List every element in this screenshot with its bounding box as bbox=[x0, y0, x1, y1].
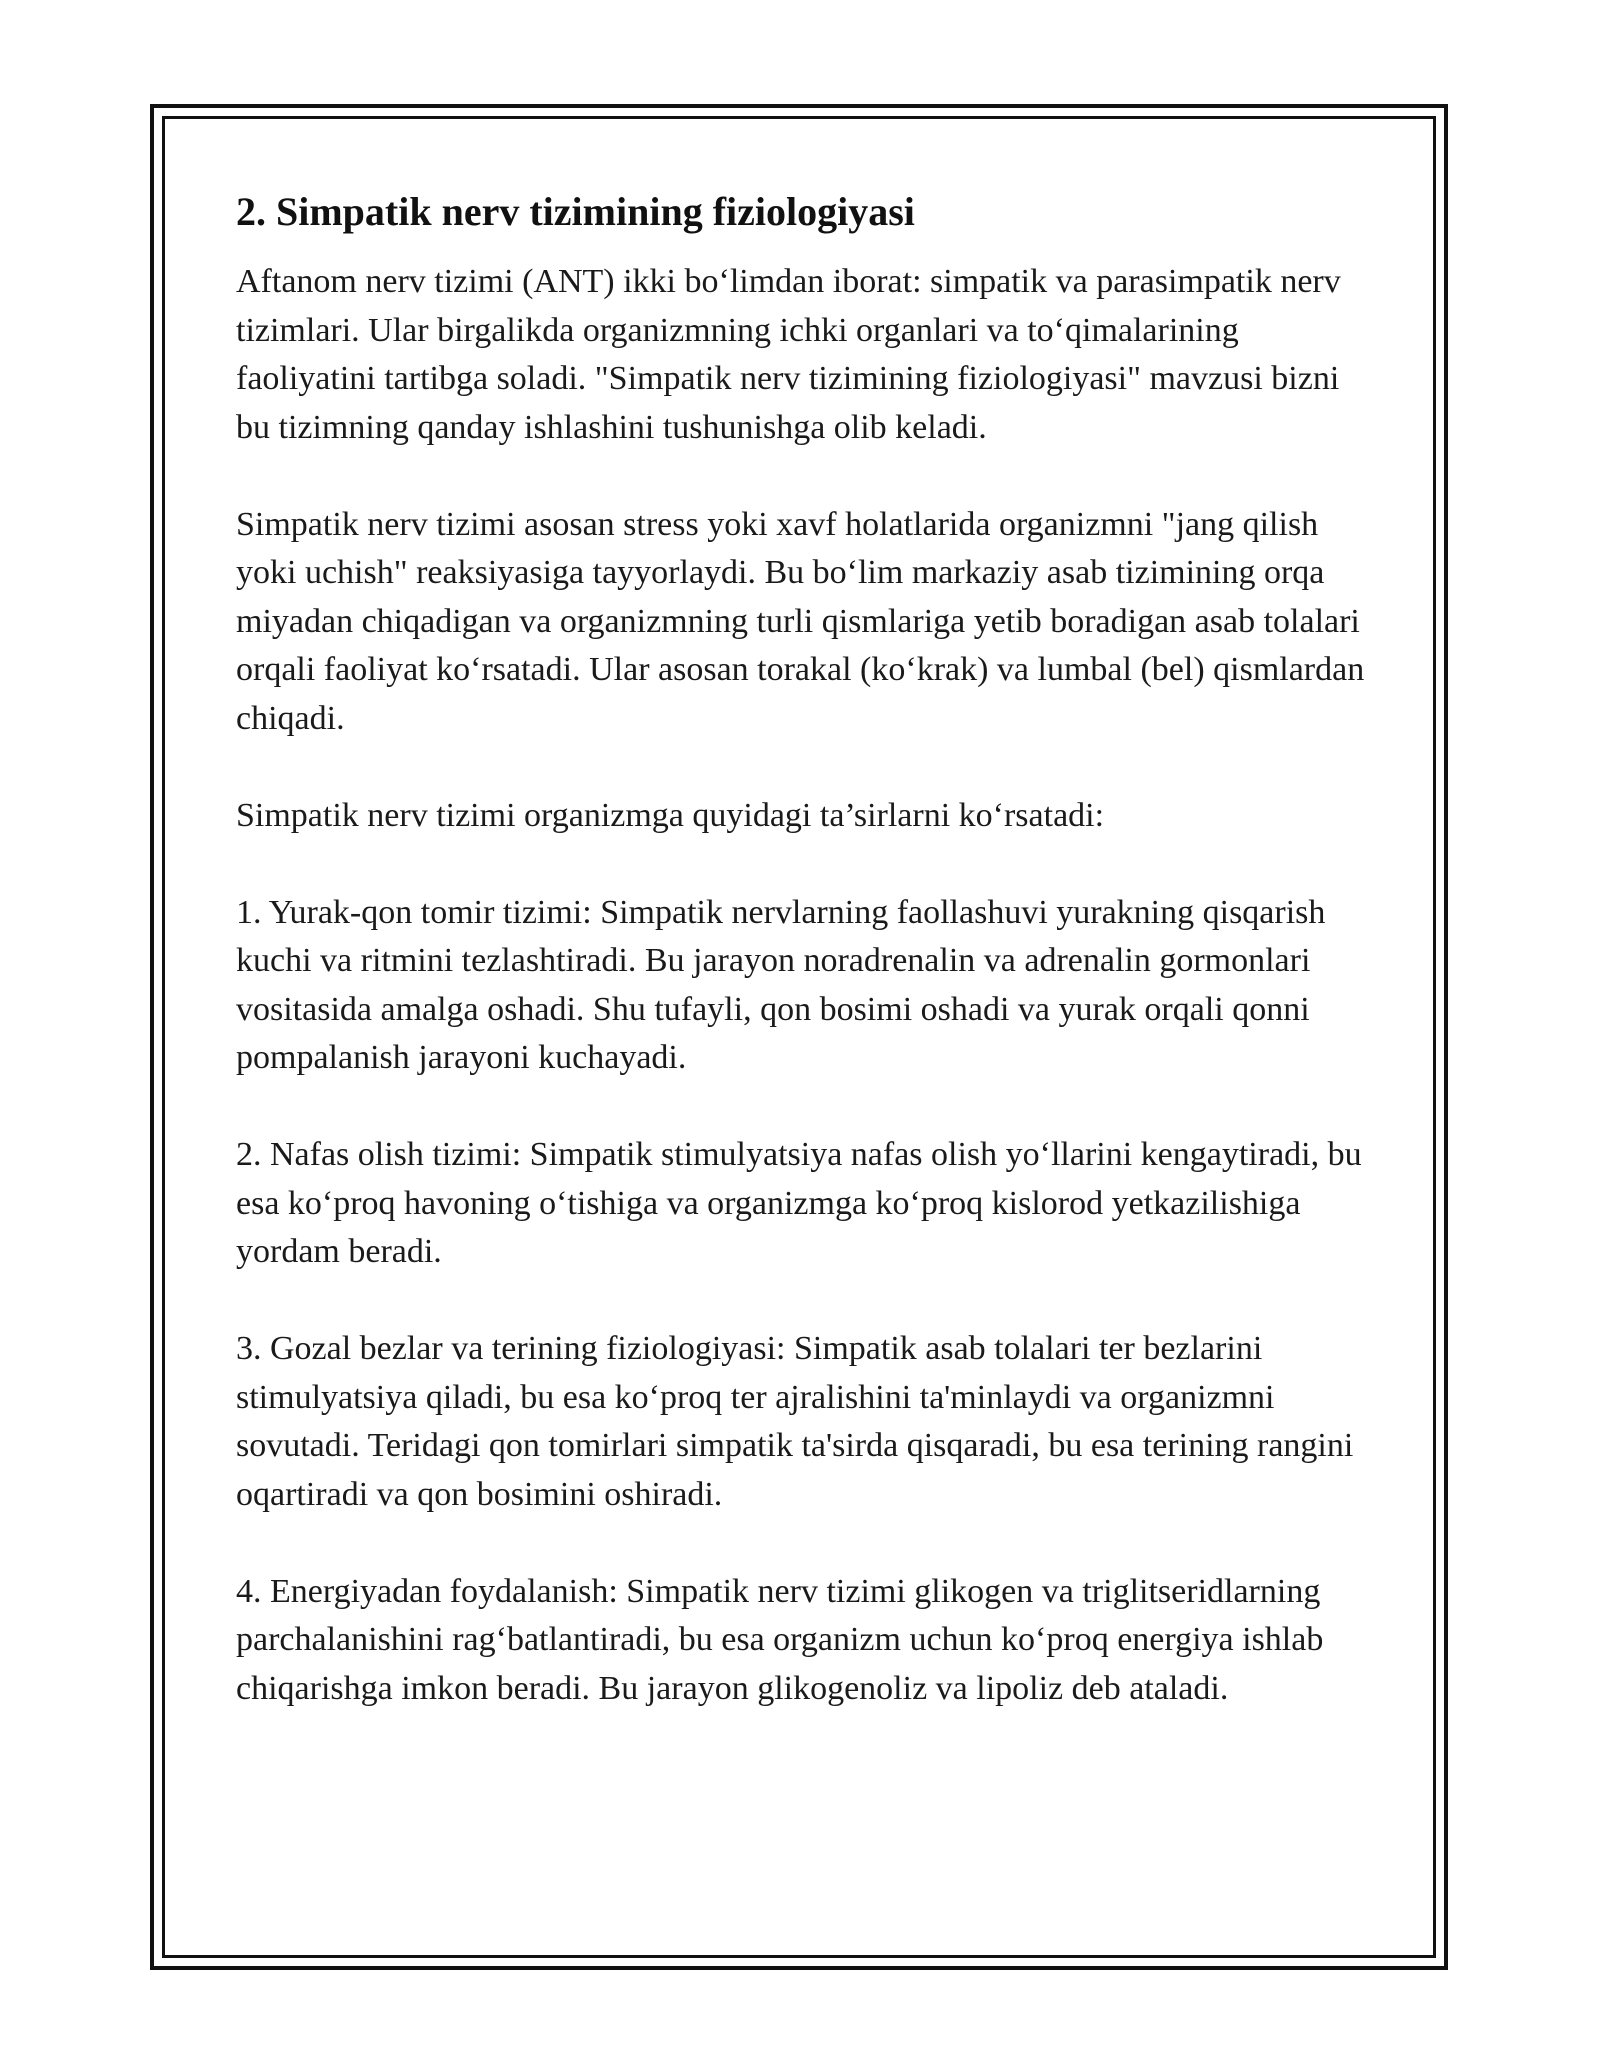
section-title: 2. Simpatik nerv tizimining fiziologiyasi bbox=[236, 189, 915, 234]
document-body bbox=[236, 186, 1376, 1713]
list-item-cardiovascular: 1. Yurak-qon tomir tizimi: Simpatik nervlarning faollashuvi yurakning qisqarish kuchi va ritmini tezlashtiradi. Bu jarayon noradrenalin va adrenalin gormonlari vositasida amalga oshadi. Shu tufayli, qon bosimi oshadi va yurak orqali qonni pompalanish jarayoni kuchayadi. bbox=[236, 893, 1326, 1076]
paragraph-effects-lead: Simpatik nerv tizimi organizmga quyidagi ta’sirlarni ko‘rsatadi: bbox=[236, 796, 1105, 834]
paragraph-stress-response: Simpatik nerv tizimi asosan stress yoki xavf holatlarida organizmni "jang qilish yoki uchish" reaksiyasiga tayyorlaydi. Bu bo‘lim markaziy asab tizimining orqa miyadan chiqadigan va organizmning turli qismlariga yetib boradigan asab tolalari orqali faoliyat ko‘rsatadi. Ular asosan torakal (ko‘krak) va lumbal (bel) qismlardan chiqadi. bbox=[236, 505, 1365, 737]
list-item-respiratory: 2. Nafas olish tizimi: Simpatik stimulyatsiya nafas olish yo‘llarini kengaytiradi, bu esa ko‘proq havoning o‘tishiga va organizmga ko‘proq kislorod yetkazilishiga yordam beradi. bbox=[236, 1136, 1362, 1270]
list-item-energy: 4. Energiyadan foydalanish: Simpatik nerv tizimi glikogen va triglitseridlarning parchalanishini rag‘batlantiradi, bu esa organizm uchun ko‘proq energiya ishlab chiqarishga imkon beradi. Bu jarayon glikogenoliz va lipoliz deb ataladi. bbox=[236, 1572, 1324, 1707]
list-item-glands-skin: 3. Gozal bezlar va terining fiziologiyasi: Simpatik asab tolalari ter bezlarini stimulyatsiya qiladi, bu esa ko‘proq ter ajralishini ta'minlaydi va organizmni sovutadi. Teridagi qon tomirlari simpatik ta'sirda qisqaradi, bu esa terining rangini oqartiradi va qon bosimini oshiradi. bbox=[236, 1330, 1354, 1513]
paragraph-intro: Aftanom nerv tizimi (ANT) ikki bo‘limdan iborat: simpatik va parasimpatik nerv tizimlari. Ular birgalikda organizmning ichki organlari va to‘qimalarining faoliyatini tartibga soladi. "Simpatik nerv tizimining fiziologiyasi" mavzusi bizni bu tizimning qanday ishlashini tushunishga olib keladi. bbox=[236, 263, 1341, 446]
